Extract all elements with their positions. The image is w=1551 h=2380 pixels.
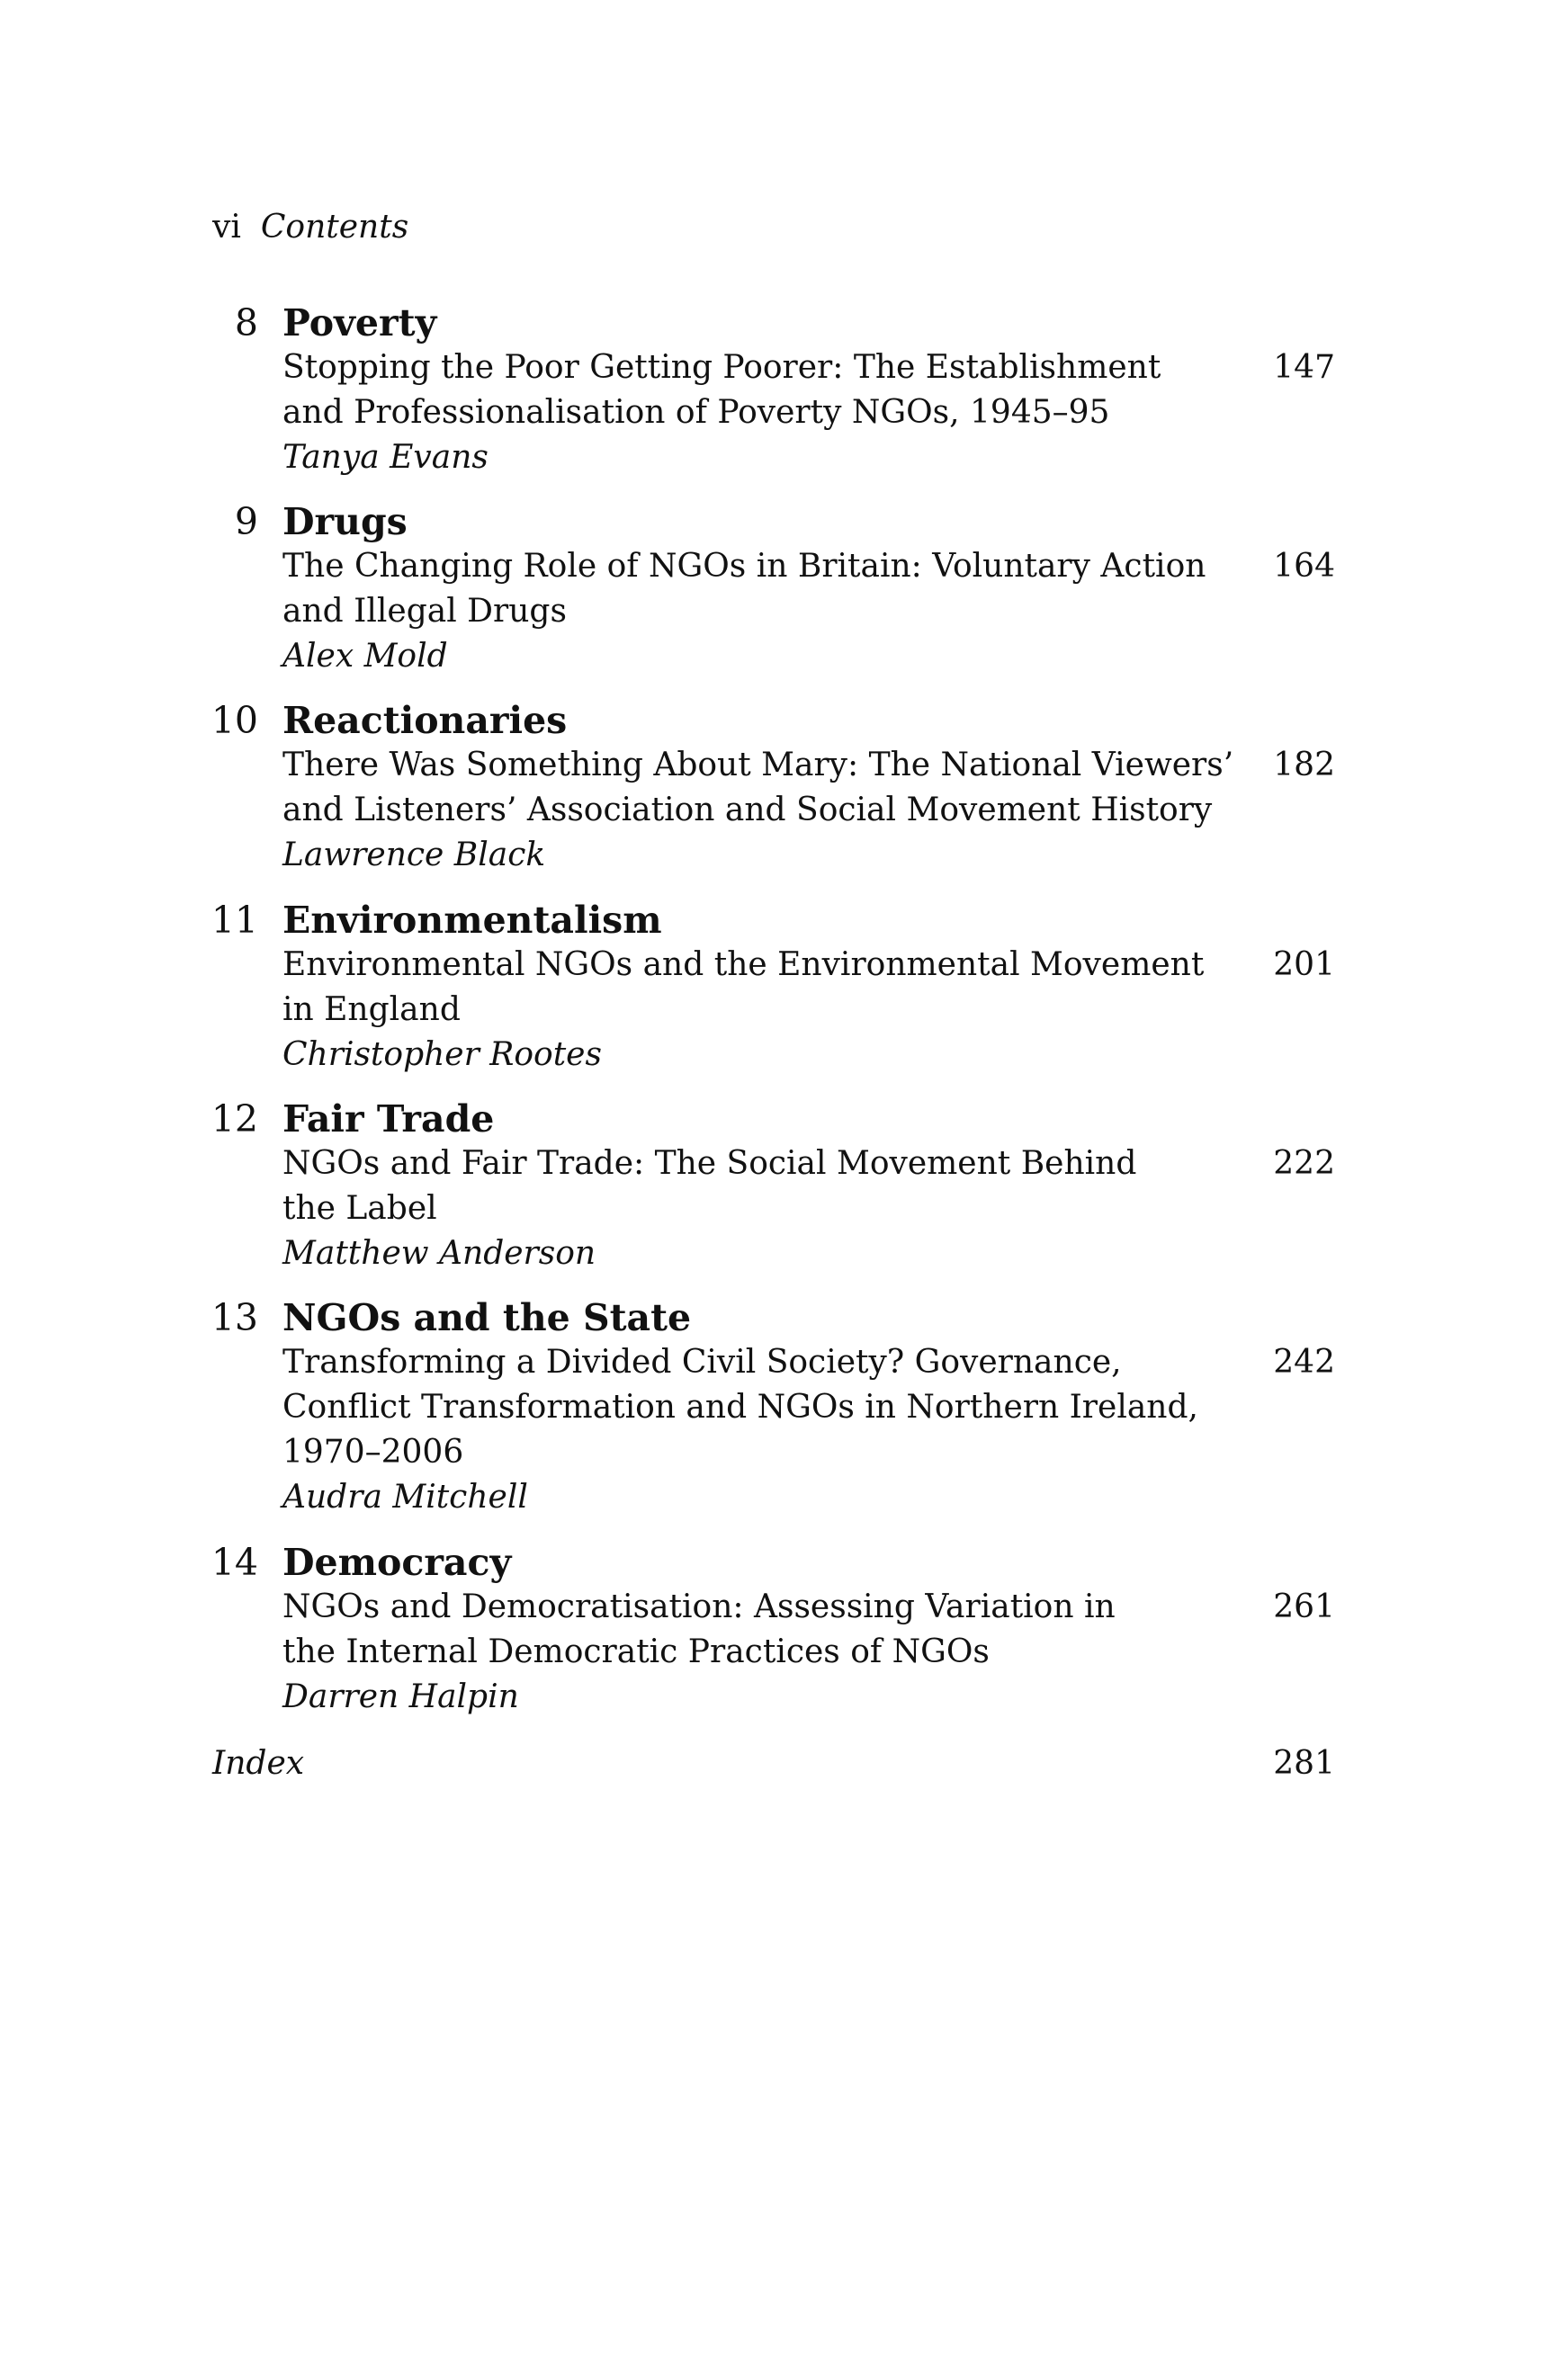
chapter-number: 9 xyxy=(234,500,258,543)
chapter-title xyxy=(282,743,1234,833)
chapter-heading: Environmentalism xyxy=(282,899,662,942)
chapter-title-line: the Label xyxy=(282,1190,437,1227)
chapter-title xyxy=(282,1585,1227,1675)
chapter-title-line: Transforming a Divided Civil Society? Governance, xyxy=(282,1344,1122,1381)
chapter-title xyxy=(282,943,1227,1033)
chapter-number: 10 xyxy=(211,699,258,742)
chapter-author: Alex Mold xyxy=(282,638,448,675)
chapter-heading: Fair Trade xyxy=(282,1097,495,1141)
chapter-page-number: 164 xyxy=(1273,548,1335,585)
running-head xyxy=(212,205,408,250)
chapter-title-line: There Was Something About Mary: The National Viewers’ xyxy=(282,747,1234,783)
chapter-title-line: 1970–2006 xyxy=(282,1434,464,1471)
chapter-heading: Democracy xyxy=(282,1541,512,1584)
page-folio: vi xyxy=(212,209,241,246)
chapter-number: 11 xyxy=(211,899,258,942)
chapter-title-line: and Professionalisation of Poverty NGOs, 1945–95 xyxy=(282,394,1110,431)
chapter-title-line: NGOs and Democratisation: Assessing Variation in xyxy=(282,1588,1116,1625)
chapter-title-line: Conflict Transformation and NGOs in Northern Ireland, xyxy=(282,1389,1198,1426)
chapter-title-line: in England xyxy=(282,991,461,1028)
index-page-number: 281 xyxy=(1273,1745,1335,1782)
chapter-title-line: and Illegal Drugs xyxy=(282,593,567,630)
chapter-page-number: 201 xyxy=(1273,946,1335,983)
chapter-number: 12 xyxy=(211,1097,258,1141)
chapter-page-number: 222 xyxy=(1273,1145,1335,1182)
chapter-title-line: Environmental NGOs and the Environmental Movement xyxy=(282,946,1205,983)
chapter-page-number: 147 xyxy=(1273,349,1335,386)
chapter-heading: Drugs xyxy=(282,500,408,543)
chapter-author: Christopher Rootes xyxy=(282,1036,602,1073)
chapter-author: Tanya Evans xyxy=(282,439,489,476)
running-head-title: Contents xyxy=(260,209,409,246)
chapter-heading: Reactionaries xyxy=(282,699,568,742)
chapter-title xyxy=(282,1340,1227,1475)
chapter-title-line: Stopping the Poor Getting Poorer: The Establishment xyxy=(282,349,1161,386)
chapter-number: 13 xyxy=(211,1296,258,1339)
chapter-author: Darren Halpin xyxy=(282,1678,519,1715)
chapter-author: Audra Mitchell xyxy=(282,1479,528,1516)
chapter-page-number: 261 xyxy=(1273,1588,1335,1625)
chapter-number: 14 xyxy=(211,1541,258,1584)
chapter-page-number: 242 xyxy=(1273,1344,1335,1381)
chapter-title-line: The Changing Role of NGOs in Britain: Voluntary Action xyxy=(282,548,1206,585)
chapter-title xyxy=(282,544,1227,634)
chapter-author: Matthew Anderson xyxy=(282,1235,596,1272)
chapter-heading: NGOs and the State xyxy=(282,1296,692,1339)
chapter-author: Lawrence Black xyxy=(282,837,546,873)
chapter-page-number: 182 xyxy=(1273,747,1335,783)
chapter-title-line: the Internal Democratic Practices of NGOs xyxy=(282,1633,990,1670)
chapter-heading: Poverty xyxy=(282,301,437,344)
chapter-title xyxy=(282,1141,1227,1231)
index-label: Index xyxy=(212,1745,305,1782)
chapter-title xyxy=(282,345,1227,435)
chapter-number: 8 xyxy=(234,301,258,344)
chapter-title-line: and Listeners’ Association and Social Movement History xyxy=(282,792,1213,828)
chapter-title-line: NGOs and Fair Trade: The Social Movement Behind xyxy=(282,1145,1137,1182)
